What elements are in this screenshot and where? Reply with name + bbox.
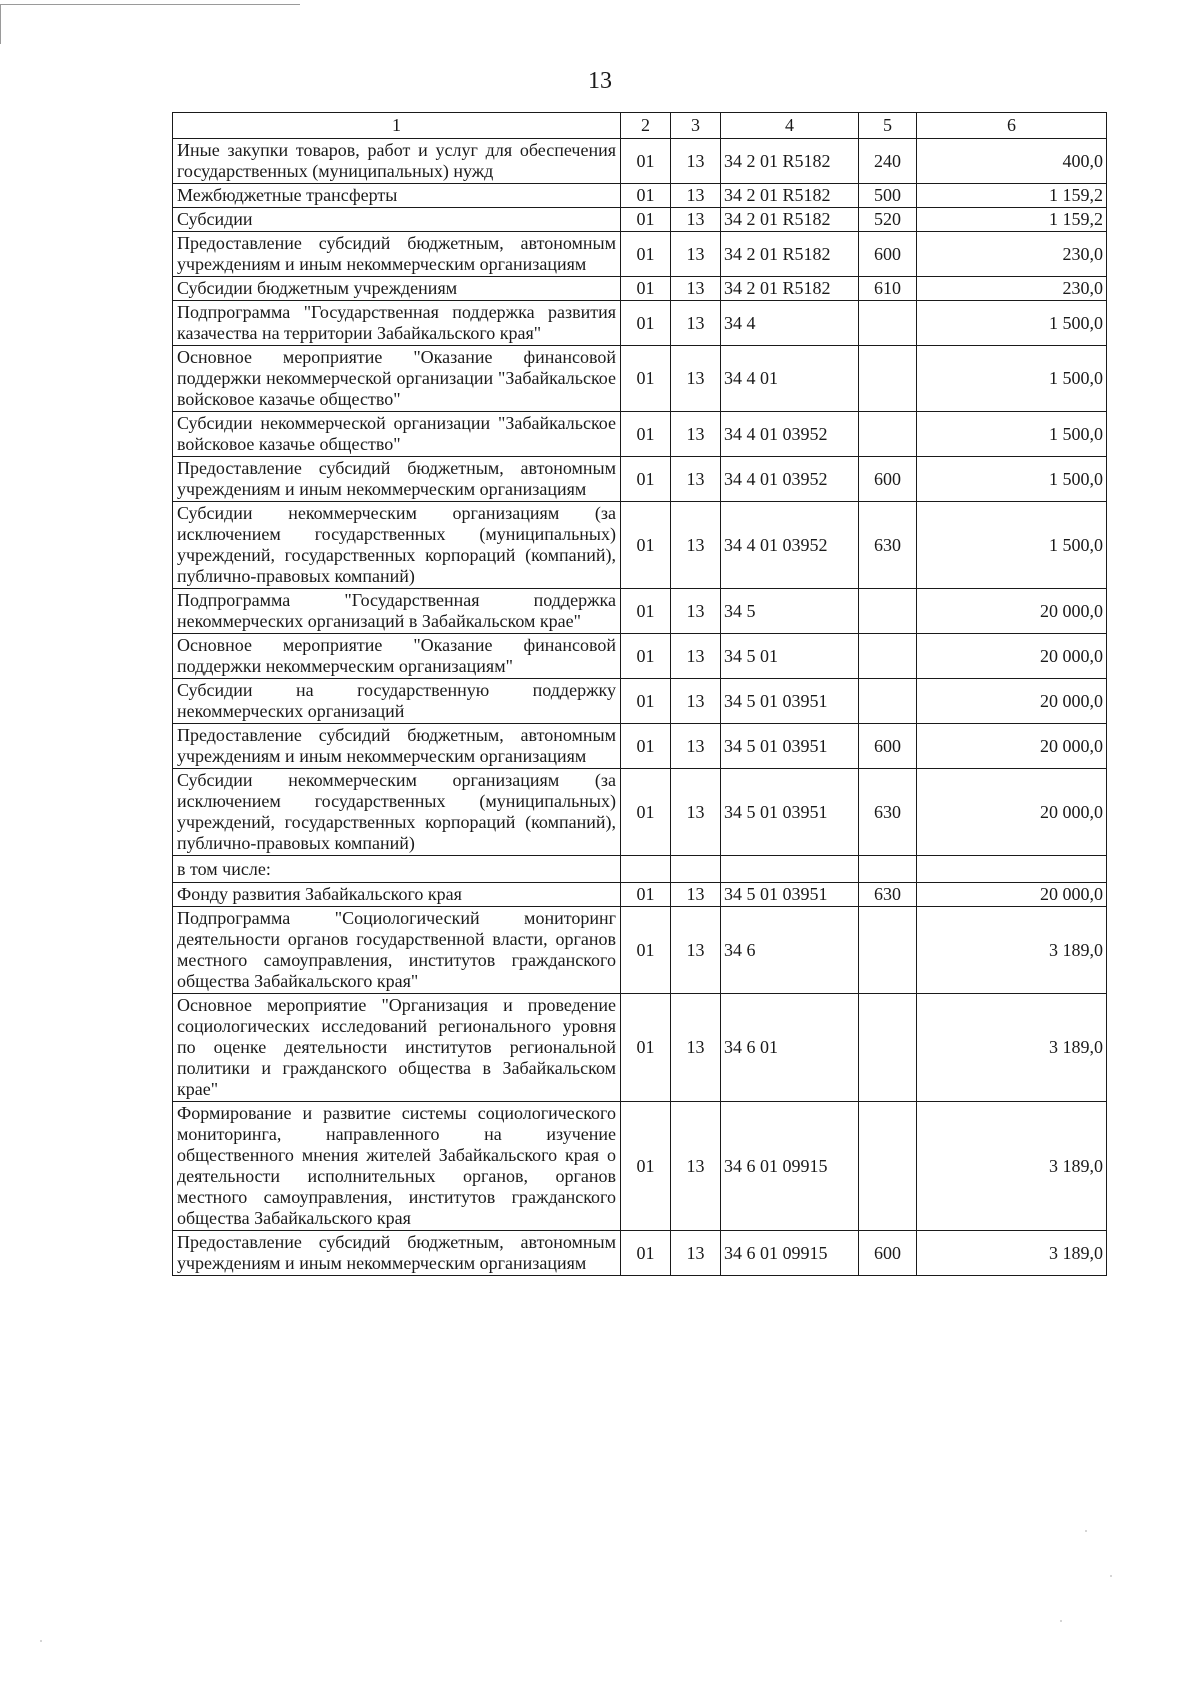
- section-code-cell: 01: [621, 994, 671, 1102]
- subsection-code-cell: 13: [671, 457, 721, 502]
- subsection-code-cell: 13: [671, 907, 721, 994]
- subsection-code-cell: 13: [671, 589, 721, 634]
- subsection-code-cell: 13: [671, 346, 721, 412]
- section-code-cell: 01: [621, 1102, 671, 1231]
- row-name-cell: Иные закупки товаров, работ и услуг для обеспечения государственных (муниципальных) нужд: [173, 139, 621, 184]
- subsection-code-cell: 13: [671, 634, 721, 679]
- expense-type-cell: 600: [859, 724, 917, 769]
- row-name-cell: Формирование и развитие системы социологического мониторинга, направленного на изучение общественного мнения жителей Забайкальского края о деятельности исполнительных органов, органов местного самоуправления, институтов гражданского общества Забайкальского края: [173, 1102, 621, 1231]
- target-article-cell: 34 5 01 03951: [721, 679, 859, 724]
- amount-cell: 1 159,2: [917, 208, 1107, 232]
- target-article-cell: 34 4 01 03952: [721, 457, 859, 502]
- target-article-cell: 34 6: [721, 907, 859, 994]
- subsection-code-cell: 13: [671, 139, 721, 184]
- row-name-cell: Подпрограмма "Государственная поддержка некоммерческих организаций в Забайкальском крае": [173, 589, 621, 634]
- section-code-cell: 01: [621, 301, 671, 346]
- target-article-cell: 34 5 01: [721, 634, 859, 679]
- row-name-cell: Основное мероприятие "Оказание финансовой поддержки некоммерческой организации "Забайкальское войсковое казачье общество": [173, 346, 621, 412]
- table-header-row: [173, 113, 1107, 139]
- expense-type-cell: [859, 994, 917, 1102]
- scan-speck: [1085, 1530, 1087, 1532]
- expense-type-cell: [859, 1102, 917, 1231]
- table-row: [173, 184, 1107, 208]
- table-row: [173, 412, 1107, 457]
- amount-cell: 1 500,0: [917, 457, 1107, 502]
- section-code-cell: 01: [621, 412, 671, 457]
- subsection-code-cell: 13: [671, 769, 721, 856]
- table-row: [173, 883, 1107, 907]
- amount-cell: 20 000,0: [917, 883, 1107, 907]
- amount-cell: 230,0: [917, 277, 1107, 301]
- section-code-cell: 01: [621, 346, 671, 412]
- column-header: 2: [621, 113, 671, 139]
- section-code-cell: 01: [621, 277, 671, 301]
- section-code-cell: 01: [621, 883, 671, 907]
- table-row: [173, 139, 1107, 184]
- page-number: 13: [588, 68, 612, 94]
- expense-type-cell: [859, 679, 917, 724]
- expense-type-cell: 630: [859, 883, 917, 907]
- scan-speck: [40, 1640, 42, 1642]
- amount-cell: 3 189,0: [917, 994, 1107, 1102]
- table-note-row: [173, 856, 1107, 883]
- expense-type-cell: [859, 634, 917, 679]
- subsection-code-cell: 13: [671, 502, 721, 589]
- target-article-cell: 34 6 01: [721, 994, 859, 1102]
- target-article-cell: 34 5 01 03951: [721, 724, 859, 769]
- row-name-cell: в том числе:: [173, 856, 621, 883]
- expense-type-cell: [859, 301, 917, 346]
- row-name-cell: Предоставление субсидий бюджетным, автономным учреждениям и иным некоммерческим организациям: [173, 1231, 621, 1276]
- row-name-cell: Субсидии: [173, 208, 621, 232]
- table-body: [173, 139, 1107, 1276]
- target-article-cell: 34 4 01 03952: [721, 502, 859, 589]
- row-name-cell: Субсидии некоммерческим организациям (за исключением государственных (муниципальных) учреждений, государственных корпораций (компаний), публично-правовых компаний): [173, 769, 621, 856]
- expense-type-cell: [859, 412, 917, 457]
- row-name-cell: Предоставление субсидий бюджетным, автономным учреждениям и иным некоммерческим организациям: [173, 457, 621, 502]
- expense-type-cell: [859, 346, 917, 412]
- amount-cell: 1 500,0: [917, 346, 1107, 412]
- row-name-cell: Подпрограмма "Государственная поддержка развития казачества на территории Забайкальского края": [173, 301, 621, 346]
- subsection-code-cell: 13: [671, 994, 721, 1102]
- table-row: [173, 502, 1107, 589]
- target-article-cell: 34 5 01 03951: [721, 769, 859, 856]
- section-code-cell: 01: [621, 232, 671, 277]
- section-code-cell: 01: [621, 634, 671, 679]
- column-header: 6: [917, 113, 1107, 139]
- row-name-cell: Предоставление субсидий бюджетным, автономным учреждениям и иным некоммерческим организациям: [173, 724, 621, 769]
- section-code-cell: 01: [621, 139, 671, 184]
- target-article-cell: 34 2 01 R5182: [721, 208, 859, 232]
- subsection-code-cell: 13: [671, 184, 721, 208]
- row-name-cell: Основное мероприятие "Организация и проведение социологических исследований регионального уровня по оценке деятельности институтов региональной политики и гражданского общества в Забайкальском крае": [173, 994, 621, 1102]
- row-name-cell: Субсидии некоммерческим организациям (за исключением государственных (муниципальных) учреждений, государственных корпораций (компаний), публично-правовых компаний): [173, 502, 621, 589]
- expense-type-cell: [859, 856, 917, 883]
- amount-cell: 230,0: [917, 232, 1107, 277]
- table-row: [173, 679, 1107, 724]
- target-article-cell: 34 4 01: [721, 346, 859, 412]
- amount-cell: 20 000,0: [917, 589, 1107, 634]
- subsection-code-cell: [671, 856, 721, 883]
- amount-cell: 3 189,0: [917, 1102, 1107, 1231]
- table-row: [173, 724, 1107, 769]
- row-name-cell: Межбюджетные трансферты: [173, 184, 621, 208]
- amount-cell: 20 000,0: [917, 769, 1107, 856]
- subsection-code-cell: 13: [671, 208, 721, 232]
- subsection-code-cell: 13: [671, 277, 721, 301]
- column-header: 5: [859, 113, 917, 139]
- table-row: [173, 346, 1107, 412]
- scan-speck: [1060, 1620, 1062, 1622]
- table-row: [173, 208, 1107, 232]
- scan-edge-line: [0, 4, 300, 5]
- row-name-cell: Субсидии бюджетным учреждениям: [173, 277, 621, 301]
- scan-edge-line: [0, 4, 1, 44]
- target-article-cell: 34 2 01 R5182: [721, 232, 859, 277]
- target-article-cell: 34 6 01 09915: [721, 1231, 859, 1276]
- section-code-cell: 01: [621, 457, 671, 502]
- budget-table: [172, 112, 1107, 1276]
- expense-type-cell: 520: [859, 208, 917, 232]
- subsection-code-cell: 13: [671, 883, 721, 907]
- target-article-cell: [721, 856, 859, 883]
- section-code-cell: 01: [621, 184, 671, 208]
- table-row: [173, 232, 1107, 277]
- subsection-code-cell: 13: [671, 232, 721, 277]
- section-code-cell: 01: [621, 769, 671, 856]
- section-code-cell: [621, 856, 671, 883]
- row-name-cell: Основное мероприятие "Оказание финансовой поддержки некоммерческим организациям": [173, 634, 621, 679]
- table-row: [173, 994, 1107, 1102]
- expense-type-cell: 240: [859, 139, 917, 184]
- row-name-cell: Подпрограмма "Социологический мониторинг деятельности органов государственной власти, органов местного самоуправления, институтов гражданского общества Забайкальского края": [173, 907, 621, 994]
- table-row: [173, 1231, 1107, 1276]
- expense-type-cell: 600: [859, 457, 917, 502]
- amount-cell: 3 189,0: [917, 907, 1107, 994]
- target-article-cell: 34 6 01 09915: [721, 1102, 859, 1231]
- section-code-cell: 01: [621, 502, 671, 589]
- target-article-cell: 34 2 01 R5182: [721, 277, 859, 301]
- expense-type-cell: 500: [859, 184, 917, 208]
- subsection-code-cell: 13: [671, 1102, 721, 1231]
- section-code-cell: 01: [621, 589, 671, 634]
- table-row: [173, 457, 1107, 502]
- subsection-code-cell: 13: [671, 301, 721, 346]
- amount-cell: 20 000,0: [917, 679, 1107, 724]
- table-row: [173, 301, 1107, 346]
- table-row: [173, 907, 1107, 994]
- row-name-cell: Субсидии на государственную поддержку некоммерческих организаций: [173, 679, 621, 724]
- scan-speck: [1110, 1575, 1112, 1577]
- subsection-code-cell: 13: [671, 1231, 721, 1276]
- target-article-cell: 34 5 01 03951: [721, 883, 859, 907]
- target-article-cell: 34 4: [721, 301, 859, 346]
- section-code-cell: 01: [621, 679, 671, 724]
- expense-type-cell: [859, 907, 917, 994]
- table-row: [173, 589, 1107, 634]
- target-article-cell: 34 5: [721, 589, 859, 634]
- amount-cell: 1 500,0: [917, 502, 1107, 589]
- amount-cell: 20 000,0: [917, 634, 1107, 679]
- column-header: 4: [721, 113, 859, 139]
- amount-cell: 1 500,0: [917, 301, 1107, 346]
- expense-type-cell: 610: [859, 277, 917, 301]
- subsection-code-cell: 13: [671, 724, 721, 769]
- section-code-cell: 01: [621, 1231, 671, 1276]
- row-name-cell: Субсидии некоммерческой организации "Забайкальское войсковое казачье общество": [173, 412, 621, 457]
- target-article-cell: 34 2 01 R5182: [721, 139, 859, 184]
- subsection-code-cell: 13: [671, 412, 721, 457]
- amount-cell: 20 000,0: [917, 724, 1107, 769]
- amount-cell: 1 159,2: [917, 184, 1107, 208]
- table-row: [173, 1102, 1107, 1231]
- section-code-cell: 01: [621, 208, 671, 232]
- table-row: [173, 769, 1107, 856]
- table-row: [173, 634, 1107, 679]
- target-article-cell: 34 4 01 03952: [721, 412, 859, 457]
- section-code-cell: 01: [621, 907, 671, 994]
- amount-cell: 400,0: [917, 139, 1107, 184]
- section-code-cell: 01: [621, 724, 671, 769]
- row-name-cell: Предоставление субсидий бюджетным, автономным учреждениям и иным некоммерческим организациям: [173, 232, 621, 277]
- expense-type-cell: 630: [859, 502, 917, 589]
- table-row: [173, 277, 1107, 301]
- expense-type-cell: [859, 589, 917, 634]
- amount-cell: 3 189,0: [917, 1231, 1107, 1276]
- subsection-code-cell: 13: [671, 679, 721, 724]
- amount-cell: [917, 856, 1107, 883]
- expense-type-cell: 630: [859, 769, 917, 856]
- row-name-cell: Фонду развития Забайкальского края: [173, 883, 621, 907]
- expense-type-cell: 600: [859, 232, 917, 277]
- amount-cell: 1 500,0: [917, 412, 1107, 457]
- column-header: 1: [173, 113, 621, 139]
- expense-type-cell: 600: [859, 1231, 917, 1276]
- target-article-cell: 34 2 01 R5182: [721, 184, 859, 208]
- column-header: 3: [671, 113, 721, 139]
